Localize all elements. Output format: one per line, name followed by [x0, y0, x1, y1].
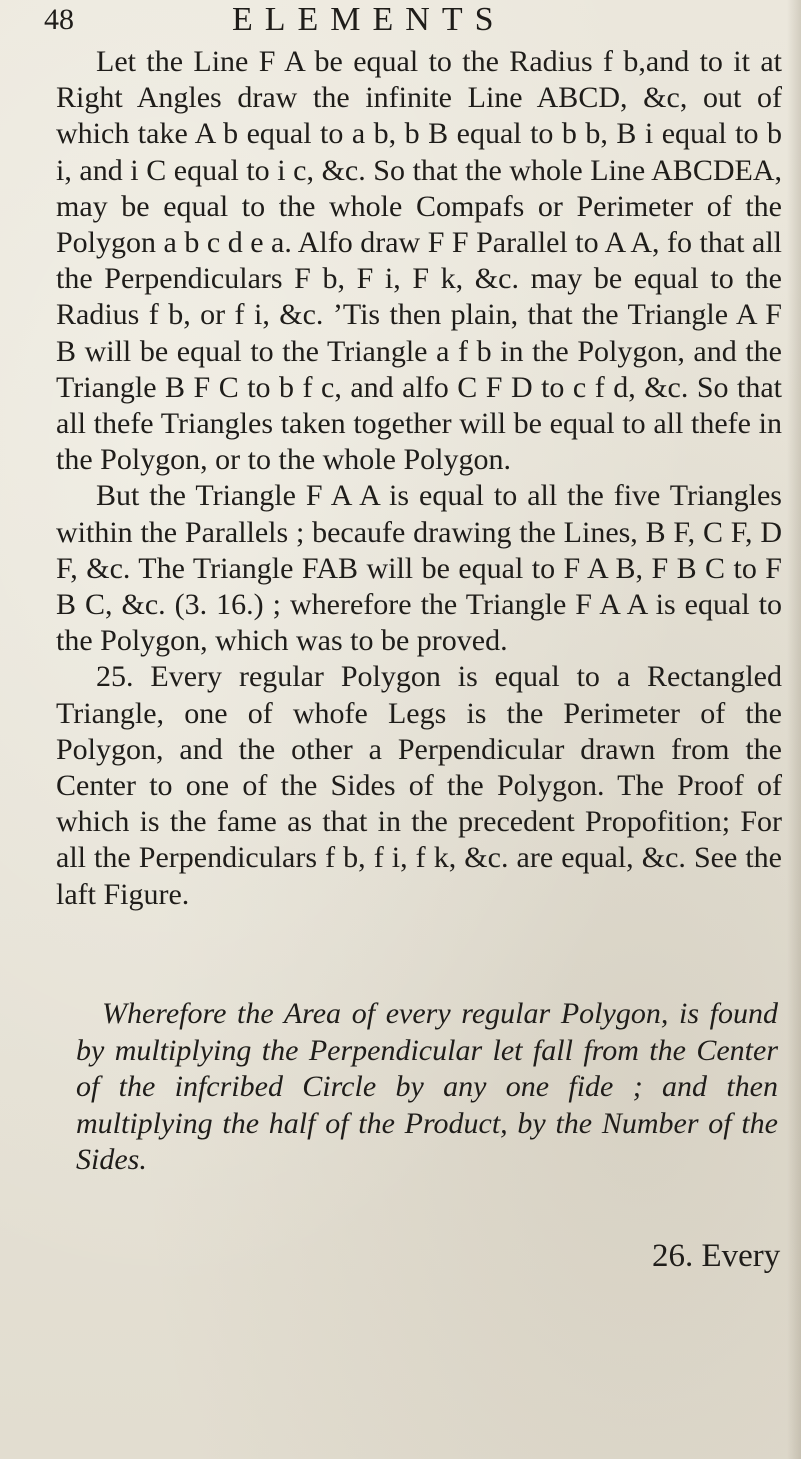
main-text	[56, 44, 782, 913]
rule-statement	[76, 996, 778, 1179]
page-header	[44, 0, 784, 40]
paragraph: But the Triangle F A A is equal to all the five Triangles within the Parallels ; becaufe drawing the Lines, B F, C F, D F, &c. The Triangle FAB will be equal to F A B, F B C to F B C, &c. (3. 16.) ; wherefore the Triangle F A A is equal to the Polygon, which was to be proved.	[56, 479, 782, 658]
running-title: ELEMENTS	[232, 1, 506, 38]
paragraph: Let the Line F A be equal to the Radius f b,and to it at Right Angles draw the infinite Line ABCD, &c, out of which take A b equal to a b, b B equal to b b, B i equal to b i, and i C equal to i c, &c. So that the whole Line ABCDEA, may be equal to the whole Compafs or Perimeter of the Polygon a b c d e a. Alfo draw F F Parallel to A A, fo that all the Perpendiculars F b, F i, F k, &c. may be equal to the Radius f b, or f i, &c. ’Tis then plain, that the Triangle A F B will be equal to the Triangle a f b in the Polygon, and the Triangle B F C to b f c, and alfo C F D to c f d, &c. So that all thefe Triangles taken together will be equal to all thefe in the Polygon, or to the whole Polygon.	[56, 45, 782, 477]
catchword: 26. Every	[652, 1238, 781, 1274]
paragraph: 25. Every regular Polygon is equal to a Rectangled Triangle, one of whofe Legs is the Perimeter of the Polygon, and the other a Perpendicular drawn from the Center to one of the Sides of the Polygon. The Proof of which is the fame as that in the precedent Propofition; For all the Perpendiculars f b, f i, f k, &c. are equal, &c. See the laft Figure.	[56, 660, 782, 911]
page-edge-shadow	[787, 0, 801, 1459]
page-number: 48	[44, 3, 74, 36]
rule-text: Wherefore the Area of every regular Polygon, is found by multiplying the Perpendicular let fall from the Center of the infcribed Circle by any one fide ; and then multiplying the half of the Product, by the Number of the Sides.	[76, 997, 778, 1176]
